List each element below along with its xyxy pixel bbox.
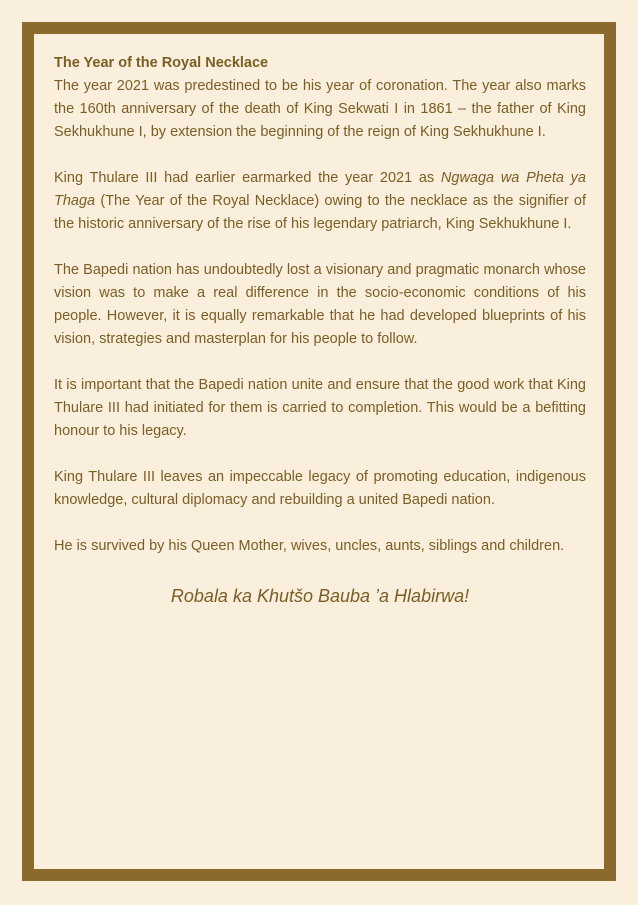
closing-farewell: Robala ka Khutšo Bauba ’a Hlabirwa! xyxy=(170,586,470,606)
paragraph-royal-necklace xyxy=(54,167,586,236)
paragraph-royal-necklace-end: (The Year of the Royal Necklace) owing to the necklace as the signifier of the historic anniversary of the rise of his legendary patriarch, King Sekhukhune I. xyxy=(54,193,586,232)
paragraph-coronation: The year 2021 was predestined to be his year of coronation. The year also marks the 160th anniversary of the death of King Sekwati I in 1861 – the father of King Sekhukhune I, by extension the beginning of the reign of King Sekhukhune I. xyxy=(54,78,586,140)
document-body xyxy=(54,52,586,626)
paragraph-survived-by: He is survived by his Queen Mother, wives, uncles, aunts, siblings and children. xyxy=(54,538,565,554)
paragraph-visionary-monarch: The Bapedi nation has undoubtedly lost a visionary and pragmatic monarch whose vision was to make a real difference in the socio-economic conditions of his people. However, it is equally remarkable that he had developed blueprints of his vision, strategies and masterplan for his people to follow. xyxy=(54,262,586,347)
paragraph-nation-unite: It is important that the Bapedi nation unite and ensure that the good work that King Thulare III had initiated for them is carried to completion. This would be a befitting honour to his legacy. xyxy=(54,377,586,439)
section-heading: The Year of the Royal Necklace xyxy=(54,55,269,71)
paragraph-royal-necklace-start: King Thulare III had earlier earmarked the year 2021 as xyxy=(54,170,441,186)
paragraph-legacy: King Thulare III leaves an impeccable legacy of promoting education, indigenous knowledge, cultural diplomacy and rebuilding a united Bapedi nation. xyxy=(54,469,586,508)
paragraph-royal-necklace-title: Ngwaga wa Pheta ya Thaga xyxy=(54,170,586,209)
page-border-frame xyxy=(22,22,616,881)
